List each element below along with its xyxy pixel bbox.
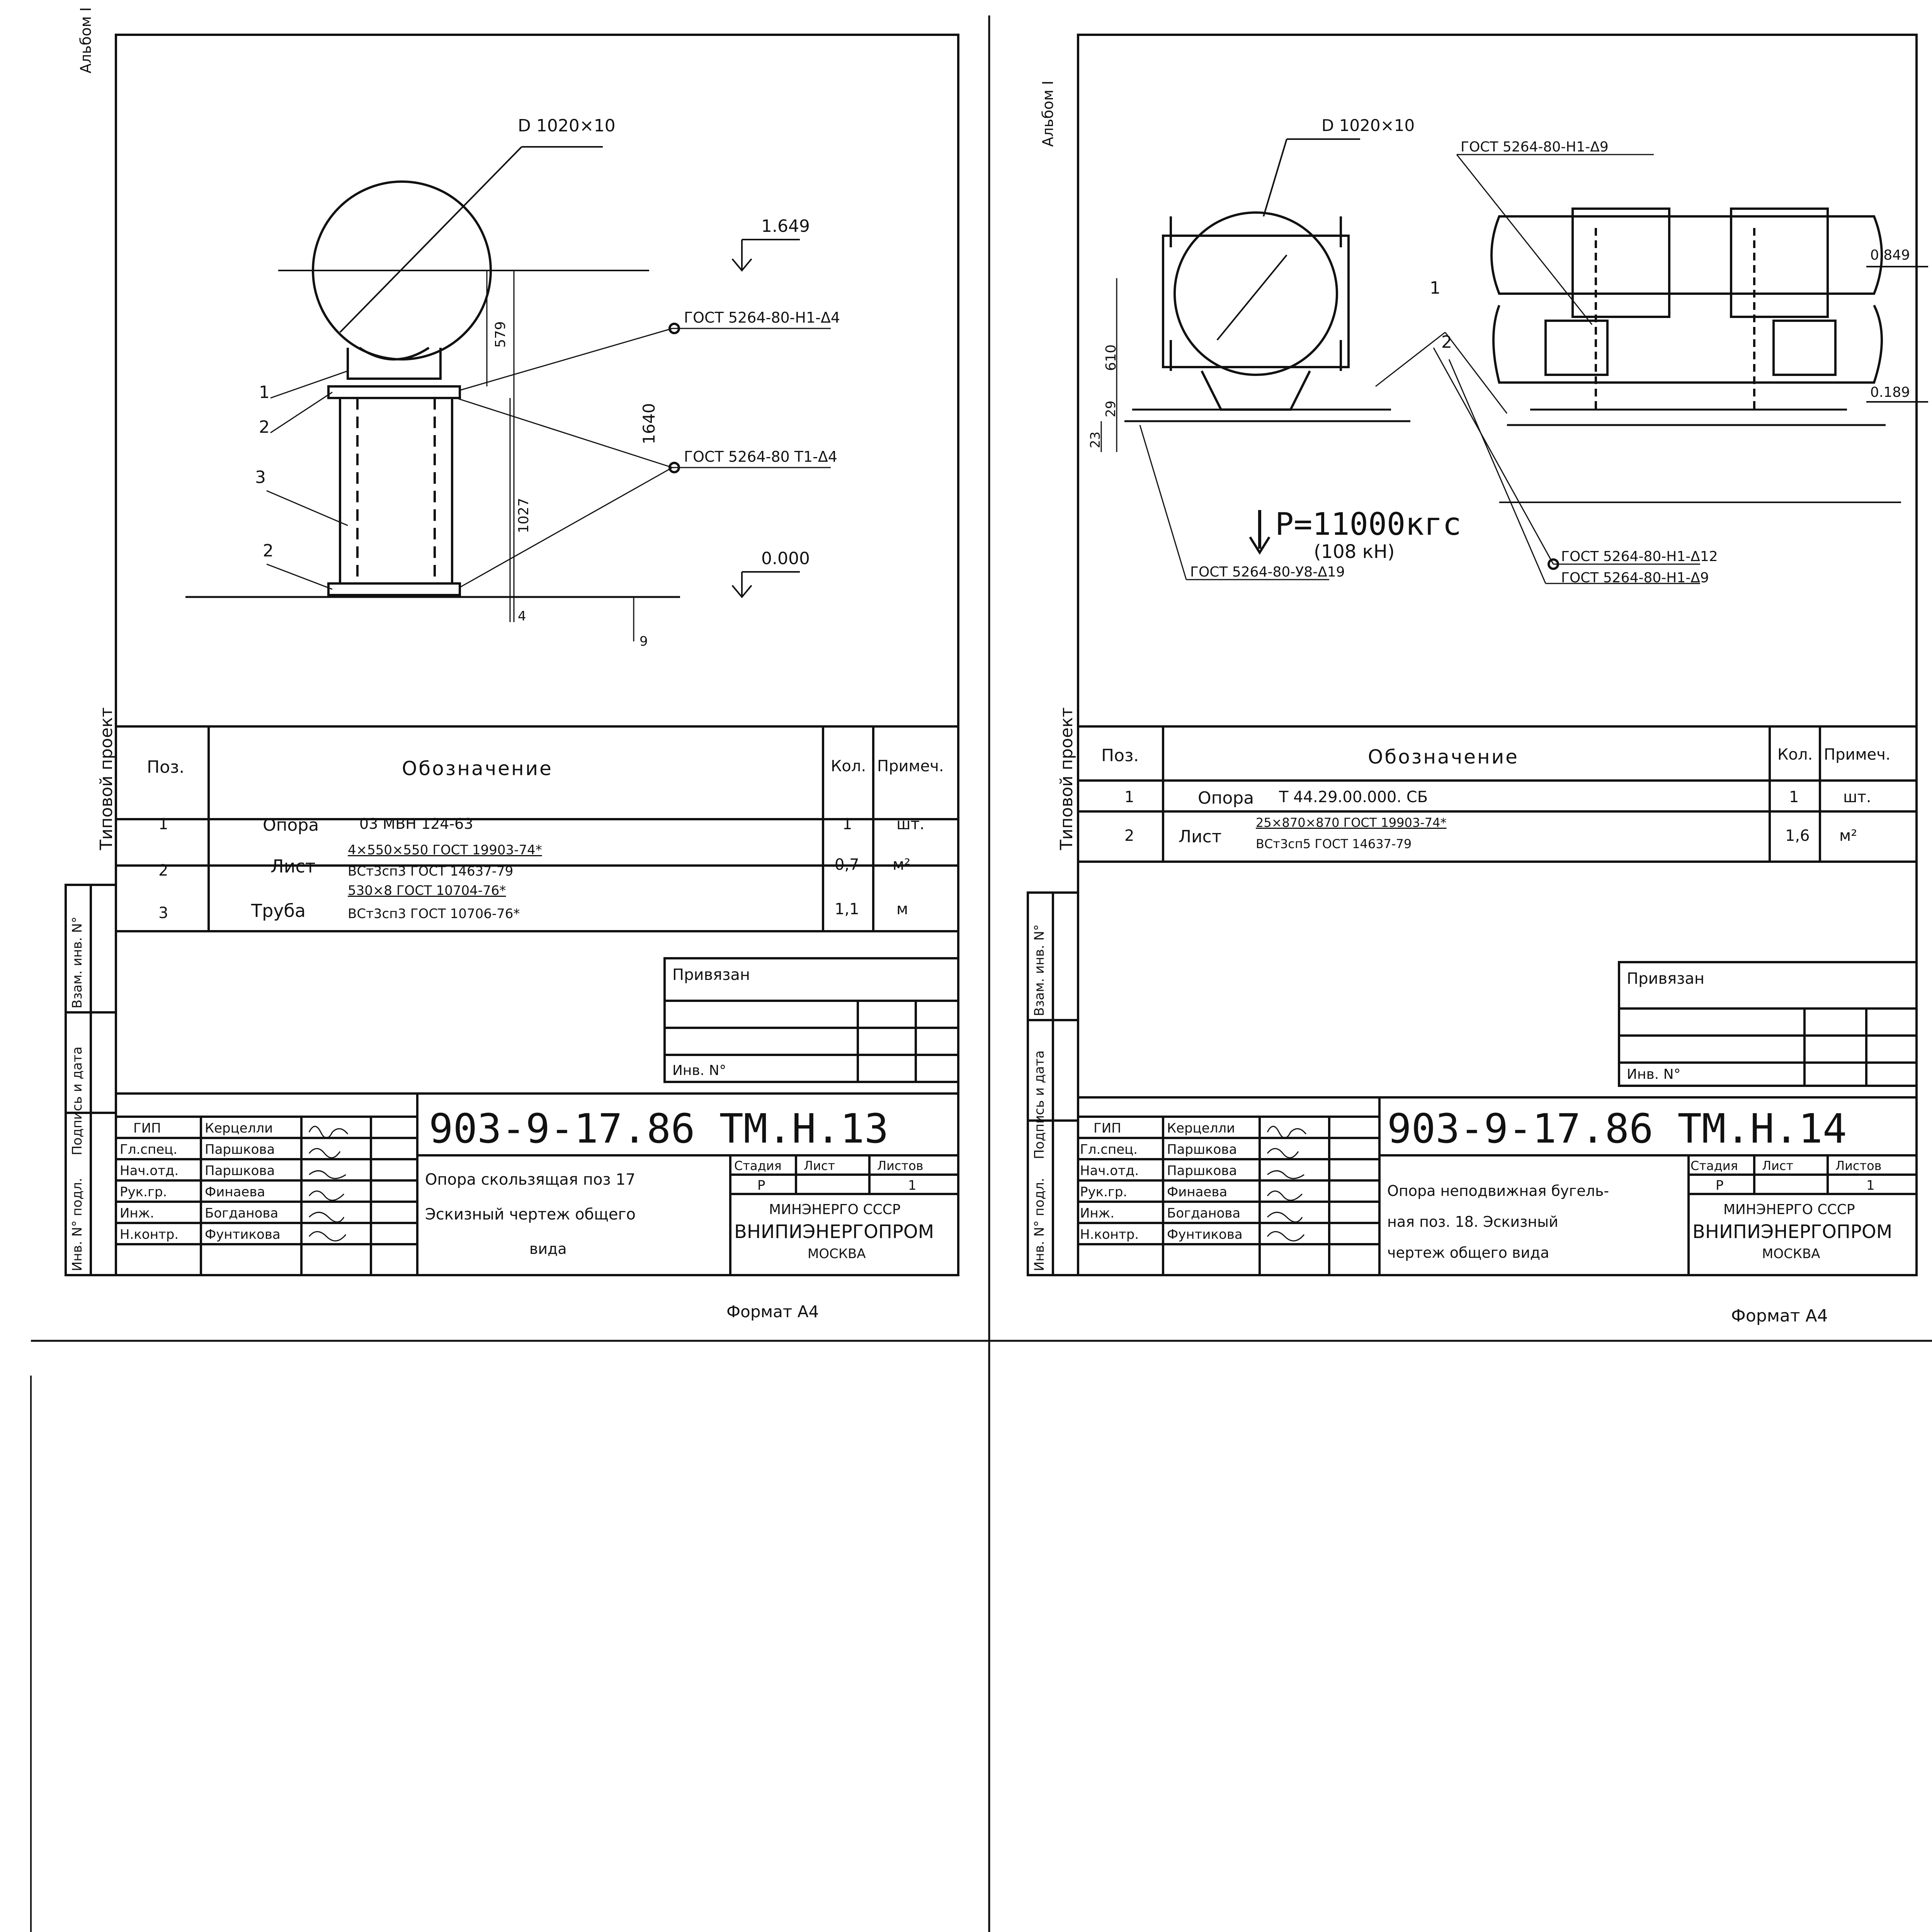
left-row1-spec: 03 МВН 124-63: [359, 815, 473, 832]
left-th-designation: Обозначение: [402, 757, 553, 780]
right-stamp-podpis: Подпись и дата: [1032, 1050, 1047, 1159]
right-th-qty: Кол.: [1777, 746, 1813, 764]
right-name-3: Финаева: [1167, 1184, 1228, 1200]
right-callout-2: 2: [1441, 332, 1452, 352]
right-load-kn: (108 кН): [1314, 541, 1395, 563]
right-org-1: МИНЭНЕРГО СССР: [1723, 1202, 1855, 1218]
right-dim-29: 29: [1103, 400, 1119, 417]
right-weld-left: ГОСТ 5264-80-У8-Δ19: [1190, 564, 1345, 580]
right-dim-23: 23: [1088, 431, 1103, 448]
left-sheets: 1: [908, 1178, 917, 1193]
right-name-5: Фунтикова: [1167, 1227, 1243, 1242]
right-stage: Р: [1716, 1178, 1724, 1193]
left-role-4: Инж.: [120, 1206, 155, 1221]
left-sheets-header: Листов: [877, 1158, 923, 1173]
right-role-3: Рук.гр.: [1080, 1184, 1128, 1200]
right-sheets: 1: [1866, 1178, 1875, 1193]
right-org-3: МОСКВА: [1762, 1246, 1820, 1262]
right-row2-qty: 1,6: [1785, 827, 1810, 845]
left-weld-2: ГОСТ 5264-80 Т1-Δ4: [684, 448, 838, 465]
right-dim-diameter: D 1020×10: [1321, 116, 1415, 135]
right-th-pos: Поз.: [1101, 746, 1139, 765]
right-row1-name: Опора: [1198, 788, 1254, 808]
left-elev-bottom: 0.000: [761, 549, 810, 568]
right-weld-r1: ГОСТ 5264-80-Н1-Δ12: [1561, 549, 1718, 565]
right-title-line-3: чертеж общего вида: [1387, 1244, 1549, 1261]
left-privyazan: Привязан: [672, 966, 750, 984]
right-title-line-2: ная поз. 18. Эскизный: [1387, 1213, 1558, 1230]
left-row3-spec-bottom: ВСт3сп3 ГОСТ 10706-76*: [348, 906, 520, 922]
right-row1-pos: 1: [1124, 788, 1134, 806]
right-weld-r2: ГОСТ 5264-80-Н1-Δ9: [1561, 570, 1709, 586]
left-album-label: Альбом I: [77, 7, 94, 73]
left-dim-579: 579: [493, 321, 509, 348]
right-side-label: Типовой проект: [1057, 707, 1077, 850]
left-stage: Р: [757, 1178, 765, 1193]
left-dim-4: 4: [518, 609, 526, 624]
left-stage-header: Стадия: [734, 1158, 782, 1173]
left-title-line-3: вида: [529, 1240, 567, 1257]
left-role-3: Рук.гр.: [120, 1184, 167, 1200]
left-stamp-inv-podl: Инв. N° подл.: [70, 1178, 85, 1271]
right-name-1: Паршкова: [1167, 1142, 1237, 1157]
left-org-2: ВНИПИЭНЕРГОПРОМ: [734, 1221, 934, 1243]
right-row2-spec-bottom: ВСт3сп5 ГОСТ 14637-79: [1256, 837, 1412, 851]
left-name-1: Паршкова: [205, 1142, 275, 1157]
right-row1-qty: 1: [1789, 788, 1799, 806]
left-title-line-1: Опора скользящая поз 17: [425, 1171, 636, 1189]
right-row2-note: м²: [1839, 827, 1857, 845]
left-name-3: Финаева: [205, 1184, 265, 1200]
left-weld-1: ГОСТ 5264-80-Н1-Δ4: [684, 309, 840, 326]
left-role-2: Нач.отд.: [120, 1163, 179, 1179]
right-format: Формат А4: [1731, 1306, 1828, 1326]
right-weld-top: ГОСТ 5264-80-Н1-Δ9: [1461, 139, 1609, 155]
left-row2-spec-top: 4×550×550 ГОСТ 19903-74*: [348, 842, 542, 858]
left-row3-name: Труба: [251, 900, 306, 921]
left-row2-name: Лист: [270, 856, 316, 877]
left-th-qty: Кол.: [831, 757, 866, 775]
left-name-5: Фунтикова: [205, 1227, 281, 1242]
right-doc-number: 903-9-17.86 ТМ.Н.14: [1387, 1105, 1847, 1152]
right-role-1: Гл.спец.: [1080, 1142, 1138, 1157]
left-role-0: ГИП: [133, 1121, 161, 1136]
left-dim-1640: 1640: [639, 403, 658, 444]
left-stamp-vzam: Взам. инв. N°: [70, 917, 85, 1009]
left-name-0: Керцелли: [205, 1121, 273, 1136]
left-th-note: Примеч.: [877, 757, 944, 775]
left-row3-spec-top: 530×8 ГОСТ 10704-76*: [348, 883, 506, 898]
left-row3-qty: 1,1: [835, 900, 859, 918]
left-org-3: МОСКВА: [808, 1246, 866, 1262]
left-row1-name: Опора: [263, 815, 319, 835]
right-dim-610: 610: [1103, 344, 1119, 371]
right-stamp-vzam: Взам. инв. N°: [1032, 924, 1047, 1016]
right-name-0: Керцелли: [1167, 1121, 1235, 1136]
left-inv-no: Инв. N°: [672, 1063, 726, 1078]
right-signatures: [1264, 1119, 1325, 1242]
left-dim-9: 9: [639, 634, 648, 649]
left-name-4: Богданова: [205, 1206, 279, 1221]
right-org-2: ВНИПИЭНЕРГОПРОМ: [1692, 1221, 1893, 1243]
left-role-5: Н.контр.: [120, 1227, 179, 1242]
left-row2-pos: 2: [158, 862, 168, 879]
left-callout-2b: 2: [263, 541, 274, 561]
left-org-1: МИНЭНЕРГО СССР: [769, 1202, 901, 1218]
left-side-label: Типовой проект: [97, 707, 116, 850]
right-stamp-inv-podl: Инв. N° подл.: [1032, 1178, 1047, 1271]
left-elev-top: 1.649: [761, 216, 810, 236]
right-sheets-header: Листов: [1835, 1158, 1882, 1173]
right-title-line-1: Опора неподвижная бугель-: [1387, 1182, 1609, 1199]
left-th-pos: Поз.: [147, 757, 185, 777]
left-doc-number: 903-9-17.86 ТМ.Н.13: [429, 1105, 889, 1152]
left-row3-pos: 3: [158, 904, 168, 922]
right-row1-note: шт.: [1843, 788, 1871, 806]
left-callout-3: 3: [255, 468, 266, 487]
right-th-designation: Обозначение: [1368, 746, 1519, 768]
right-role-4: Инж.: [1080, 1206, 1115, 1221]
right-stage-header: Стадия: [1690, 1158, 1738, 1173]
left-row2-spec-bottom: ВСт3сп3 ГОСТ 14637-79: [348, 864, 514, 879]
left-dim-diameter: D 1020×10: [518, 116, 616, 136]
left-stamp-podpis: Подпись и дата: [70, 1046, 85, 1155]
left-callout-1: 1: [259, 383, 270, 402]
right-elev-top: 0.849: [1870, 247, 1910, 263]
right-inv-no: Инв. N°: [1627, 1066, 1681, 1082]
right-callout-1: 1: [1430, 278, 1440, 298]
right-role-0: ГИП: [1094, 1121, 1121, 1136]
left-role-1: Гл.спец.: [120, 1142, 178, 1157]
left-callout-2: 2: [259, 417, 270, 437]
right-album-label: Альбом I: [1039, 80, 1056, 147]
left-signatures: [305, 1119, 367, 1242]
right-row1-spec: Т 44.29.00.000. СБ: [1279, 788, 1428, 806]
left-row1-note: шт.: [896, 815, 925, 833]
left-dim-1027: 1027: [516, 498, 532, 533]
right-elev-low: 0.189: [1870, 384, 1910, 400]
left-row1-pos: 1: [158, 815, 168, 833]
right-th-note: Примеч.: [1824, 746, 1891, 764]
right-name-4: Богданова: [1167, 1206, 1241, 1221]
right-sheet-header: Лист: [1762, 1158, 1794, 1173]
right-row2-spec-top: 25×870×870 ГОСТ 19903-74*: [1256, 815, 1447, 830]
left-row3-note: м: [896, 900, 908, 918]
right-row2-pos: 2: [1124, 827, 1134, 845]
left-format: Формат А4: [726, 1302, 819, 1321]
left-sheet-header: Лист: [804, 1158, 835, 1173]
left-title-line-2: Эскизный чертеж общего: [425, 1206, 636, 1223]
left-name-2: Паршкова: [205, 1163, 275, 1179]
right-row2-name: Лист: [1179, 827, 1222, 847]
left-row2-note: м²: [893, 856, 911, 874]
left-row1-qty: 1: [842, 815, 852, 833]
right-privyazan: Привязан: [1627, 970, 1705, 988]
right-load: P=11000кгс: [1275, 506, 1461, 542]
left-row2-qty: 0,7: [835, 856, 859, 874]
right-role-5: Н.контр.: [1080, 1227, 1139, 1242]
right-role-2: Нач.отд.: [1080, 1163, 1139, 1179]
right-name-2: Паршкова: [1167, 1163, 1237, 1179]
